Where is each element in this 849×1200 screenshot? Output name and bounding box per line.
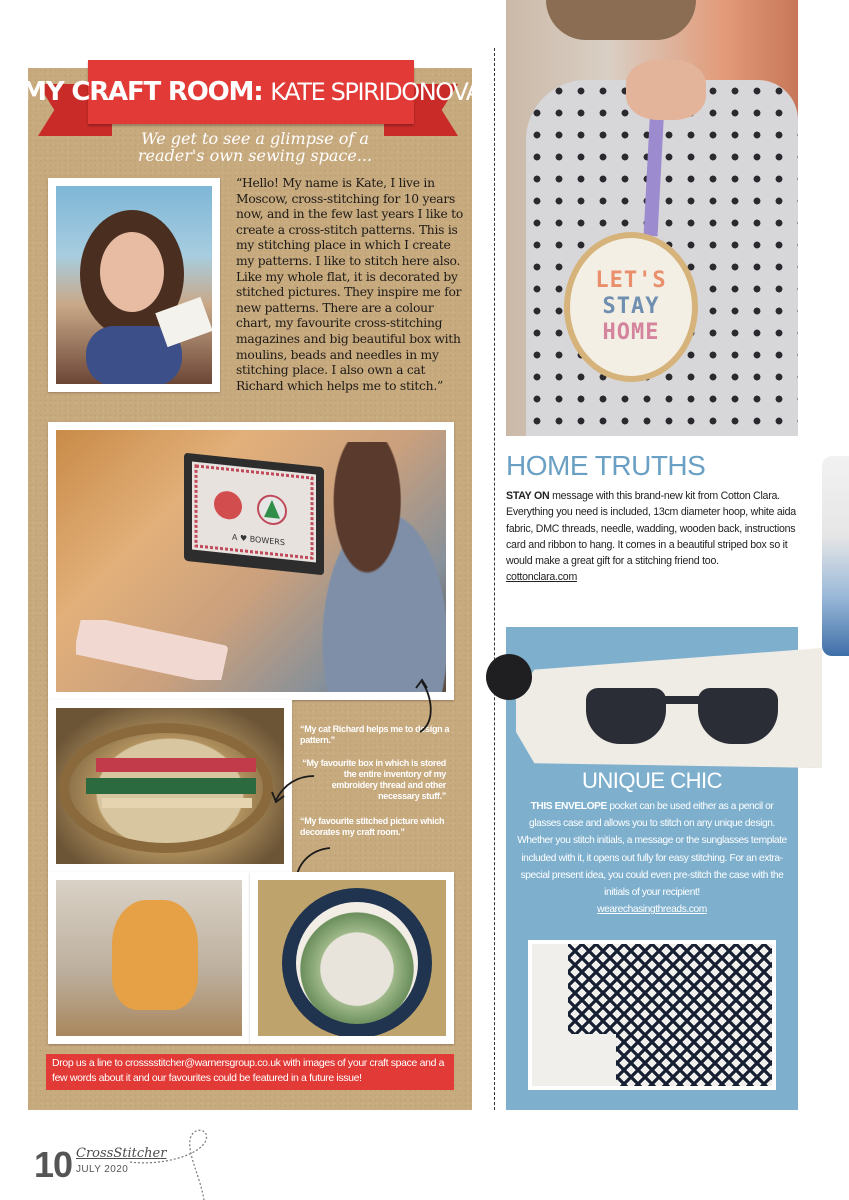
arrow-to-box-icon: [268, 770, 318, 810]
home-truths-heading: HOME TRUTHS: [506, 450, 706, 481]
teapot-stitch-photo: [48, 872, 250, 1044]
unique-chic-heading: UNIQUE CHIC: [582, 768, 722, 793]
sunglasses-right-lens: [698, 688, 778, 744]
desk-image: [56, 430, 446, 692]
hoop-line-1: LET'S: [595, 268, 667, 293]
home-truths-body: [506, 488, 798, 586]
embroidery-hoop: [564, 232, 698, 382]
sunglasses-bridge: [664, 696, 700, 704]
teapot-character: [112, 900, 198, 1010]
banner-title-label: MY CRAFT ROOM:: [21, 77, 263, 107]
cross-stitch-closeup-photo: [528, 940, 776, 1090]
hoop-photo: [506, 0, 798, 436]
craft-room-banner: [21, 60, 481, 124]
kate-portrait-photo: [48, 178, 220, 392]
next-page-edge: [822, 456, 849, 656]
submission-note: Drop us a line to crosssstitcher@warnersgroup.co.uk with images of your craft space and a few words about it and our favourites could be featured in a future issue!: [46, 1054, 454, 1090]
caption-picture: “My favourite stitched picture which decorates my craft room.”: [300, 816, 445, 837]
arrow-to-desk-icon: [410, 676, 440, 736]
thread-box-image: [56, 708, 284, 864]
hoop-line-3: HOME: [602, 320, 660, 345]
cottonclara-link[interactable]: cottonclara.com: [506, 571, 578, 584]
envelope-button-icon: [486, 654, 532, 700]
framed-stitch-photo: [250, 872, 454, 1044]
hoop-line-2: STAY: [602, 294, 660, 319]
keyboard: [76, 620, 246, 680]
framed-stitch-image: [258, 880, 446, 1036]
standfirst: We get to see a glimpse of a reader's own sewing space...: [137, 129, 373, 165]
unique-chic-lead: THIS ENVELOPE: [530, 801, 607, 812]
cross-stitch-pattern: [568, 944, 776, 1090]
magazine-logo: CrossStitcher: [76, 1146, 167, 1161]
home-truths-text: message with this brand-new kit from Cotton Clara. Everything you need is included, 13cm diameter hoop, white aida fabric, DMC threads, needle, wadding, wooden back, instructions card and ribbon to hang. It comes in a beautiful striped box so it would make a great gift for a stitching friend too.: [506, 490, 796, 568]
portrait-illustration: [56, 186, 212, 384]
monitor-text: A ♥ BOWERS: [232, 532, 285, 548]
issue-date: JULY 2020: [76, 1164, 129, 1175]
round-frame: [282, 888, 432, 1036]
banner-title-name: KATE SPIRIDONOVA: [270, 78, 481, 106]
page-number: 10: [34, 1144, 73, 1185]
unique-chic-text: pocket can be used either as a pencil or glasses case and allows you to stitch on any unique design. Whether you stitch initials, a message or the sunglasses template included with it, it opens out fully for easy stitching. For an extra-special present idea, you could even pre-stitch the case with the initials of your recipient!: [517, 801, 787, 899]
column-divider: [494, 48, 495, 1110]
kate-at-desk: [288, 442, 446, 692]
thread-box-illustration: [56, 708, 284, 864]
unique-chic-body: [516, 798, 788, 918]
teapot-stitch-image: [56, 880, 242, 1036]
hair: [546, 0, 696, 40]
intro-paragraph: “Hello! My name is Kate, I live in Moscow, cross-stitching for 10 years now, and in the few last years I like to create a cross-stitch patterns. This is my stitching place in which I create my patterns. I like to stitch here also. Like my whole flat, it is decorated by stitched pictures. They inspire me for new patterns. There are a colour chart, my favourite cross-stitching magazines and big beautiful box with moulins, beads and needles in my stitching place. I also own a cat Richard which helps me to stitch.”: [236, 176, 464, 393]
sunglasses-left-lens: [586, 688, 666, 744]
caption-box: “My favourite box in which is stored the entire inventory of my embroidery thread and other necessary stuff.”: [302, 758, 446, 801]
kate-portrait-image: [56, 186, 212, 384]
hand: [626, 60, 706, 120]
banner-title: [21, 77, 481, 107]
framed-totoro-stitch: [296, 902, 418, 1024]
desk-photo: [48, 422, 454, 700]
wearechasingthreads-link[interactable]: wearechasingthreads.com: [597, 904, 707, 916]
home-truths-lead: STAY ON: [506, 490, 550, 502]
thread-box-photo: [48, 700, 292, 872]
caption-cat: “My cat Richard helps me to design a pattern.”: [300, 724, 450, 745]
thread-swirl-icon: [130, 1126, 230, 1200]
